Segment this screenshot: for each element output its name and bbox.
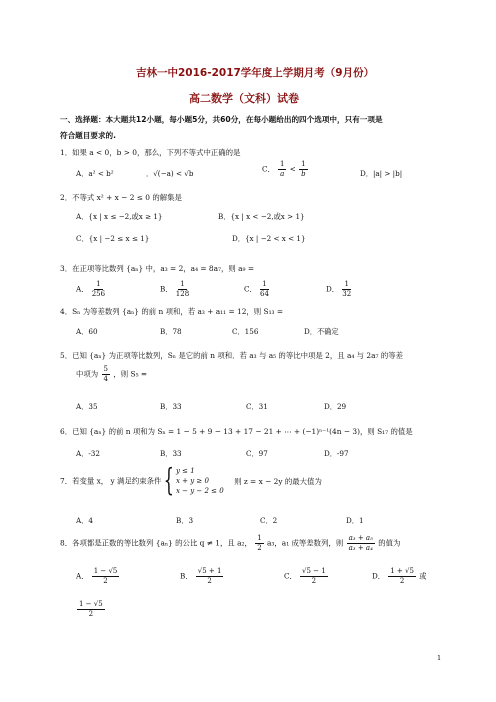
option-label: C． — [244, 284, 257, 294]
fraction-numerator: 1 — [257, 534, 262, 542]
fraction-denominator: 128 — [175, 290, 190, 298]
question-6-option-a: A．-32 — [76, 449, 100, 458]
question-2-option-b: B．{x | x < −2,或x > 1} — [218, 212, 305, 221]
question-3-option-d — [326, 281, 352, 298]
option-label: C． — [284, 571, 297, 581]
question-2-stem: 2．不等式 x² + x − 2 ≤ 0 的解集是 — [60, 193, 182, 202]
question-4-option-a: A．60 — [76, 327, 98, 336]
question-7-option-d: D．1 — [346, 516, 364, 525]
question-1-option-a: A．a² < b² — [76, 169, 114, 178]
question-5-option-c: C．31 — [246, 402, 268, 411]
question-7-stem — [60, 462, 322, 499]
stem-text: a₃，a₁ 成等差数列，则 — [267, 538, 344, 548]
question-3-option-a — [76, 281, 106, 298]
fraction-numerator: 1 — [301, 160, 306, 168]
exam-title: 吉林一中2016-2017学年度上学期月考（9月份） — [136, 67, 375, 79]
fraction-denominator: a₃ + a₄ — [348, 544, 373, 552]
question-8-stem — [60, 535, 400, 552]
option-label: D． — [326, 284, 339, 294]
option-label: A． — [76, 571, 89, 581]
fraction-numerator: √5 − 1 — [301, 567, 326, 575]
fraction-denominator: 32 — [342, 290, 352, 298]
fraction-denominator: 64 — [259, 290, 269, 298]
question-4-option-c: C．156 — [232, 327, 259, 336]
constraint-2: x + y ≥ 0 — [175, 477, 209, 486]
question-6-option-b: B．33 — [160, 449, 182, 458]
option-label: A． — [76, 284, 89, 294]
option-label: B． — [180, 571, 193, 581]
question-2-option-c: C．{x | −2 ≤ x ≤ 1} — [76, 234, 150, 243]
or-text: 或 — [419, 571, 427, 581]
question-4-option-d: D．不确定 — [304, 327, 339, 336]
question-3-option-c — [244, 281, 270, 298]
stem-text: ，则 S₅ = — [113, 369, 148, 379]
question-2-option-a: A．{x | x ≤ −2,或x ≥ 1} — [76, 212, 163, 221]
question-8-option-a — [76, 568, 120, 585]
fraction-denominator: 2 — [399, 577, 405, 585]
exam-subtitle: 高二数学（文科）试卷 — [189, 92, 299, 105]
fraction-numerator: 1 − √5 — [93, 567, 118, 575]
question-5-option-d: D．29 — [324, 402, 347, 411]
question-8-option-d-continued — [76, 601, 106, 618]
question-2-option-d: D．{x | −2 < x < 1} — [232, 234, 306, 243]
section-heading-line2: 符合题目要求的. — [60, 131, 117, 140]
fraction-denominator: 256 — [91, 290, 106, 298]
fraction-numerator: 1 — [262, 280, 267, 288]
fraction-numerator: 1 — [279, 160, 285, 168]
stem-text: 7．若变量 x， y 满足约束条件 — [60, 476, 162, 486]
constraint-3: x − y − 2 ≤ 0 — [175, 487, 224, 496]
question-4-option-b: B．78 — [160, 327, 182, 336]
question-7-option-b: B．3 — [176, 516, 194, 525]
fraction-numerator: √5 + 1 — [197, 567, 222, 575]
question-1-option-c — [262, 161, 309, 178]
fraction-denominator: 2 — [103, 577, 108, 585]
question-5-stem-line1: 5．已知 {aₙ} 为正项等比数列，Sₙ 是它的前 n 项和．若 a₃ 与 a₅ 的等比中项是 2，且 a₄ 与 2a₇ 的等差 — [60, 351, 404, 360]
fraction-numerator: 1 — [96, 280, 101, 288]
fraction-denominator: b — [301, 170, 306, 178]
option-label: B． — [160, 284, 173, 294]
question-8-option-c — [284, 568, 329, 585]
question-7-option-a: A．4 — [76, 516, 93, 525]
stem-text: 8．各项都是正数的等比数列 {aₙ} 的公比 q ≠ 1，且 a₂， — [60, 538, 252, 548]
fraction-denominator: 2 — [257, 544, 262, 552]
constraint-system — [163, 462, 224, 499]
question-4-stem: 4．Sₙ 为等差数列 {aₙ} 的前 n 项和，若 a₃ + a₁₁ = 12，则 S₁₃ = — [60, 307, 284, 316]
fraction-denominator: 2 — [207, 577, 212, 585]
question-8-option-b — [180, 568, 224, 585]
page-number: 1 — [437, 654, 442, 662]
fraction-numerator: 1 — [180, 280, 185, 288]
question-3-option-b — [160, 281, 190, 298]
question-5-stem-line2 — [76, 366, 147, 383]
fraction-numerator: a₃ + a₅ — [348, 534, 373, 542]
option-label: D． — [372, 571, 385, 581]
option-label: C． — [262, 164, 275, 174]
stem-text: 中项为 — [76, 369, 99, 379]
fraction-denominator: a — [280, 170, 285, 178]
stem-text: 的值为 — [378, 538, 401, 548]
stem-text: 则 z = x − 2y 的最大值为 — [234, 476, 322, 486]
fraction-denominator: 2 — [88, 610, 94, 618]
question-6-stem: 6．已知 {aₙ} 的前 n 项和为 Sₙ = 1 − 5 + 9 − 13 + 17 − 21 + ⋯ + (−1)ⁿ⁻¹(4n − 3)，则 S₁₇ 的值是 — [60, 427, 413, 436]
question-5-option-b: B．33 — [160, 402, 182, 411]
question-7-option-c: C．2 — [260, 516, 278, 525]
question-1-option-b: ．√(−a) < √b — [146, 169, 194, 178]
fraction-numerator: 1 − √5 — [79, 600, 103, 608]
question-8-option-d — [372, 568, 426, 585]
question-1-option-d: D．|a| > |b| — [360, 169, 403, 178]
question-6-option-c: C．97 — [246, 449, 268, 458]
question-5-option-a: A．35 — [76, 402, 98, 411]
fraction-numerator: 5 — [103, 365, 109, 373]
question-3-stem: 3．在正项等比数列 {aₙ} 中，a₃ = 2，a₄ = 8a₇，则 a₉ = — [60, 264, 255, 273]
question-6-option-d: D．-97 — [324, 449, 349, 458]
less-than-sign: < — [289, 164, 296, 174]
fraction-numerator: 1 — [344, 280, 349, 288]
left-brace-icon: { — [163, 462, 174, 499]
fraction-denominator: 2 — [311, 577, 317, 585]
question-1-stem: 1．如果 a < 0，b > 0，那么，下列不等式中正确的是 — [60, 148, 241, 157]
section-heading-line1: 一、选择题：本大题共12小题，每小题5分，共60分，在每小题给出的四个选项中，只有一项是 — [60, 115, 383, 124]
fraction-denominator: 4 — [103, 375, 109, 383]
constraint-1: y ≤ 1 — [175, 467, 195, 475]
fraction-numerator: 1 + √5 — [390, 567, 414, 575]
